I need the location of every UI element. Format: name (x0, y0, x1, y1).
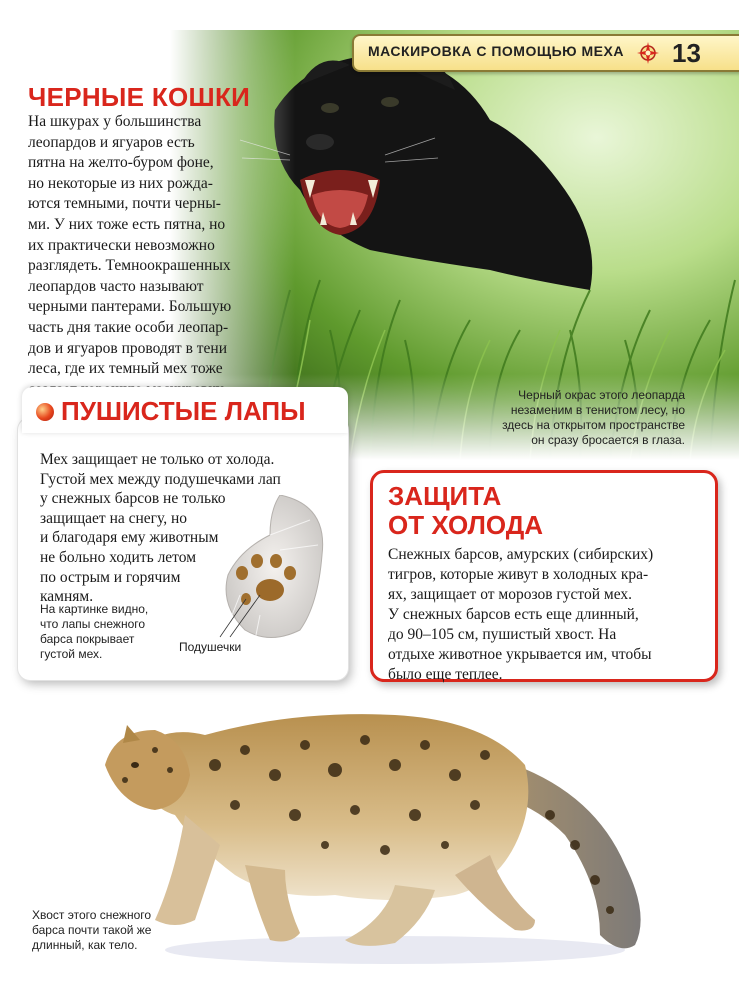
paw-caption (40, 602, 148, 662)
black-cats-text (28, 112, 273, 400)
text-line: отдыхе животное укрывается им, чтобы (388, 646, 652, 663)
caption-line: Хвост этого снежного (32, 908, 152, 922)
text-line: и благодаря ему животным (40, 529, 219, 547)
text-line: разглядеть. Темноокрашенных (28, 257, 231, 275)
text-line: дов и ягуаров проводят в тени (28, 339, 228, 357)
text-line: леопардов и ягуаров есть (28, 133, 195, 151)
text-line: Мех защищает не только от холода. (40, 451, 275, 468)
text-line: леса, где их темный мех тоже (28, 360, 223, 378)
text-line: У снежных барсов есть еще длинный, (388, 606, 639, 623)
text-line: не больно ходить летом (40, 548, 197, 566)
cold-protection-text (388, 545, 708, 685)
paw-pads-label: Подушечки (179, 640, 242, 654)
caption-line: что лапы снежного (40, 617, 146, 631)
caption-line: барса покрывает (40, 632, 135, 646)
text-line: ях, защищает от морозов густой мех. (388, 586, 633, 603)
snow-leopard-paw-illustration (210, 495, 330, 645)
heading-line: ЗАЩИТА (388, 481, 502, 511)
snow-leopard-caption (32, 908, 151, 953)
caption-line: барса почти такой же (32, 923, 152, 937)
chapter-banner (352, 34, 739, 72)
text-line: часть дня такие особи леопар- (28, 318, 229, 336)
text-line: до 90–105 см, пушистый хвост. На (388, 626, 617, 643)
text-line: пятна на желто-буром фоне, (28, 154, 214, 172)
text-line: по острым и горячим (40, 568, 181, 586)
caption-line: незаменим в тенистом лесу, но (510, 403, 685, 417)
text-line: их практически невозможно (28, 236, 215, 254)
text-line: Снежных барсов, амурских (сибирских) (388, 546, 654, 563)
text-line: Густой мех между подушечками лап (40, 470, 281, 488)
caption-line: здесь на открытом пространстве (502, 418, 685, 432)
text-line: тигров, которые живут в холодных кра- (388, 566, 649, 583)
text-line: защищает на снегу, но (40, 509, 188, 527)
text-line: но некоторые из них рожда- (28, 174, 213, 192)
text-line: леопардов часто называют (28, 277, 204, 295)
black-leopard-caption (490, 388, 685, 448)
caption-line: он сразу бросается в глаза. (531, 433, 685, 447)
cold-protection-heading (388, 482, 543, 540)
text-line: ются темными, почти черны- (28, 195, 221, 213)
text-line: черными пантерами. Большую (28, 298, 232, 316)
caption-line: На картинке видно, (40, 602, 149, 616)
caption-line: длинный, как тело. (32, 938, 138, 952)
page-number: 13 (672, 38, 701, 68)
text-line: было еще теплее. (388, 666, 503, 683)
fluffy-paws-heading: ПУШИСТЫЕ ЛАПЫ (61, 396, 306, 426)
caption-line: Черный окрас этого леопарда (518, 388, 685, 402)
text-line: ми. У них тоже есть пятна, но (28, 215, 226, 233)
chapter-title: МАСКИРОВКА С ПОМОЩЬЮ МЕХА (368, 43, 624, 59)
heading-line: ОТ ХОЛОДА (388, 510, 543, 540)
compass-rose-icon (637, 42, 659, 64)
text-line: камням. (40, 588, 94, 606)
snow-leopard-photo (95, 705, 685, 975)
bullet-dot-icon (36, 403, 54, 421)
black-cats-heading: ЧЕРНЫЕ КОШКИ (28, 82, 251, 112)
text-line: На шкурах у большинства (28, 113, 202, 130)
text-line: у снежных барсов не только (40, 490, 226, 508)
caption-line: густой мех. (40, 647, 103, 661)
